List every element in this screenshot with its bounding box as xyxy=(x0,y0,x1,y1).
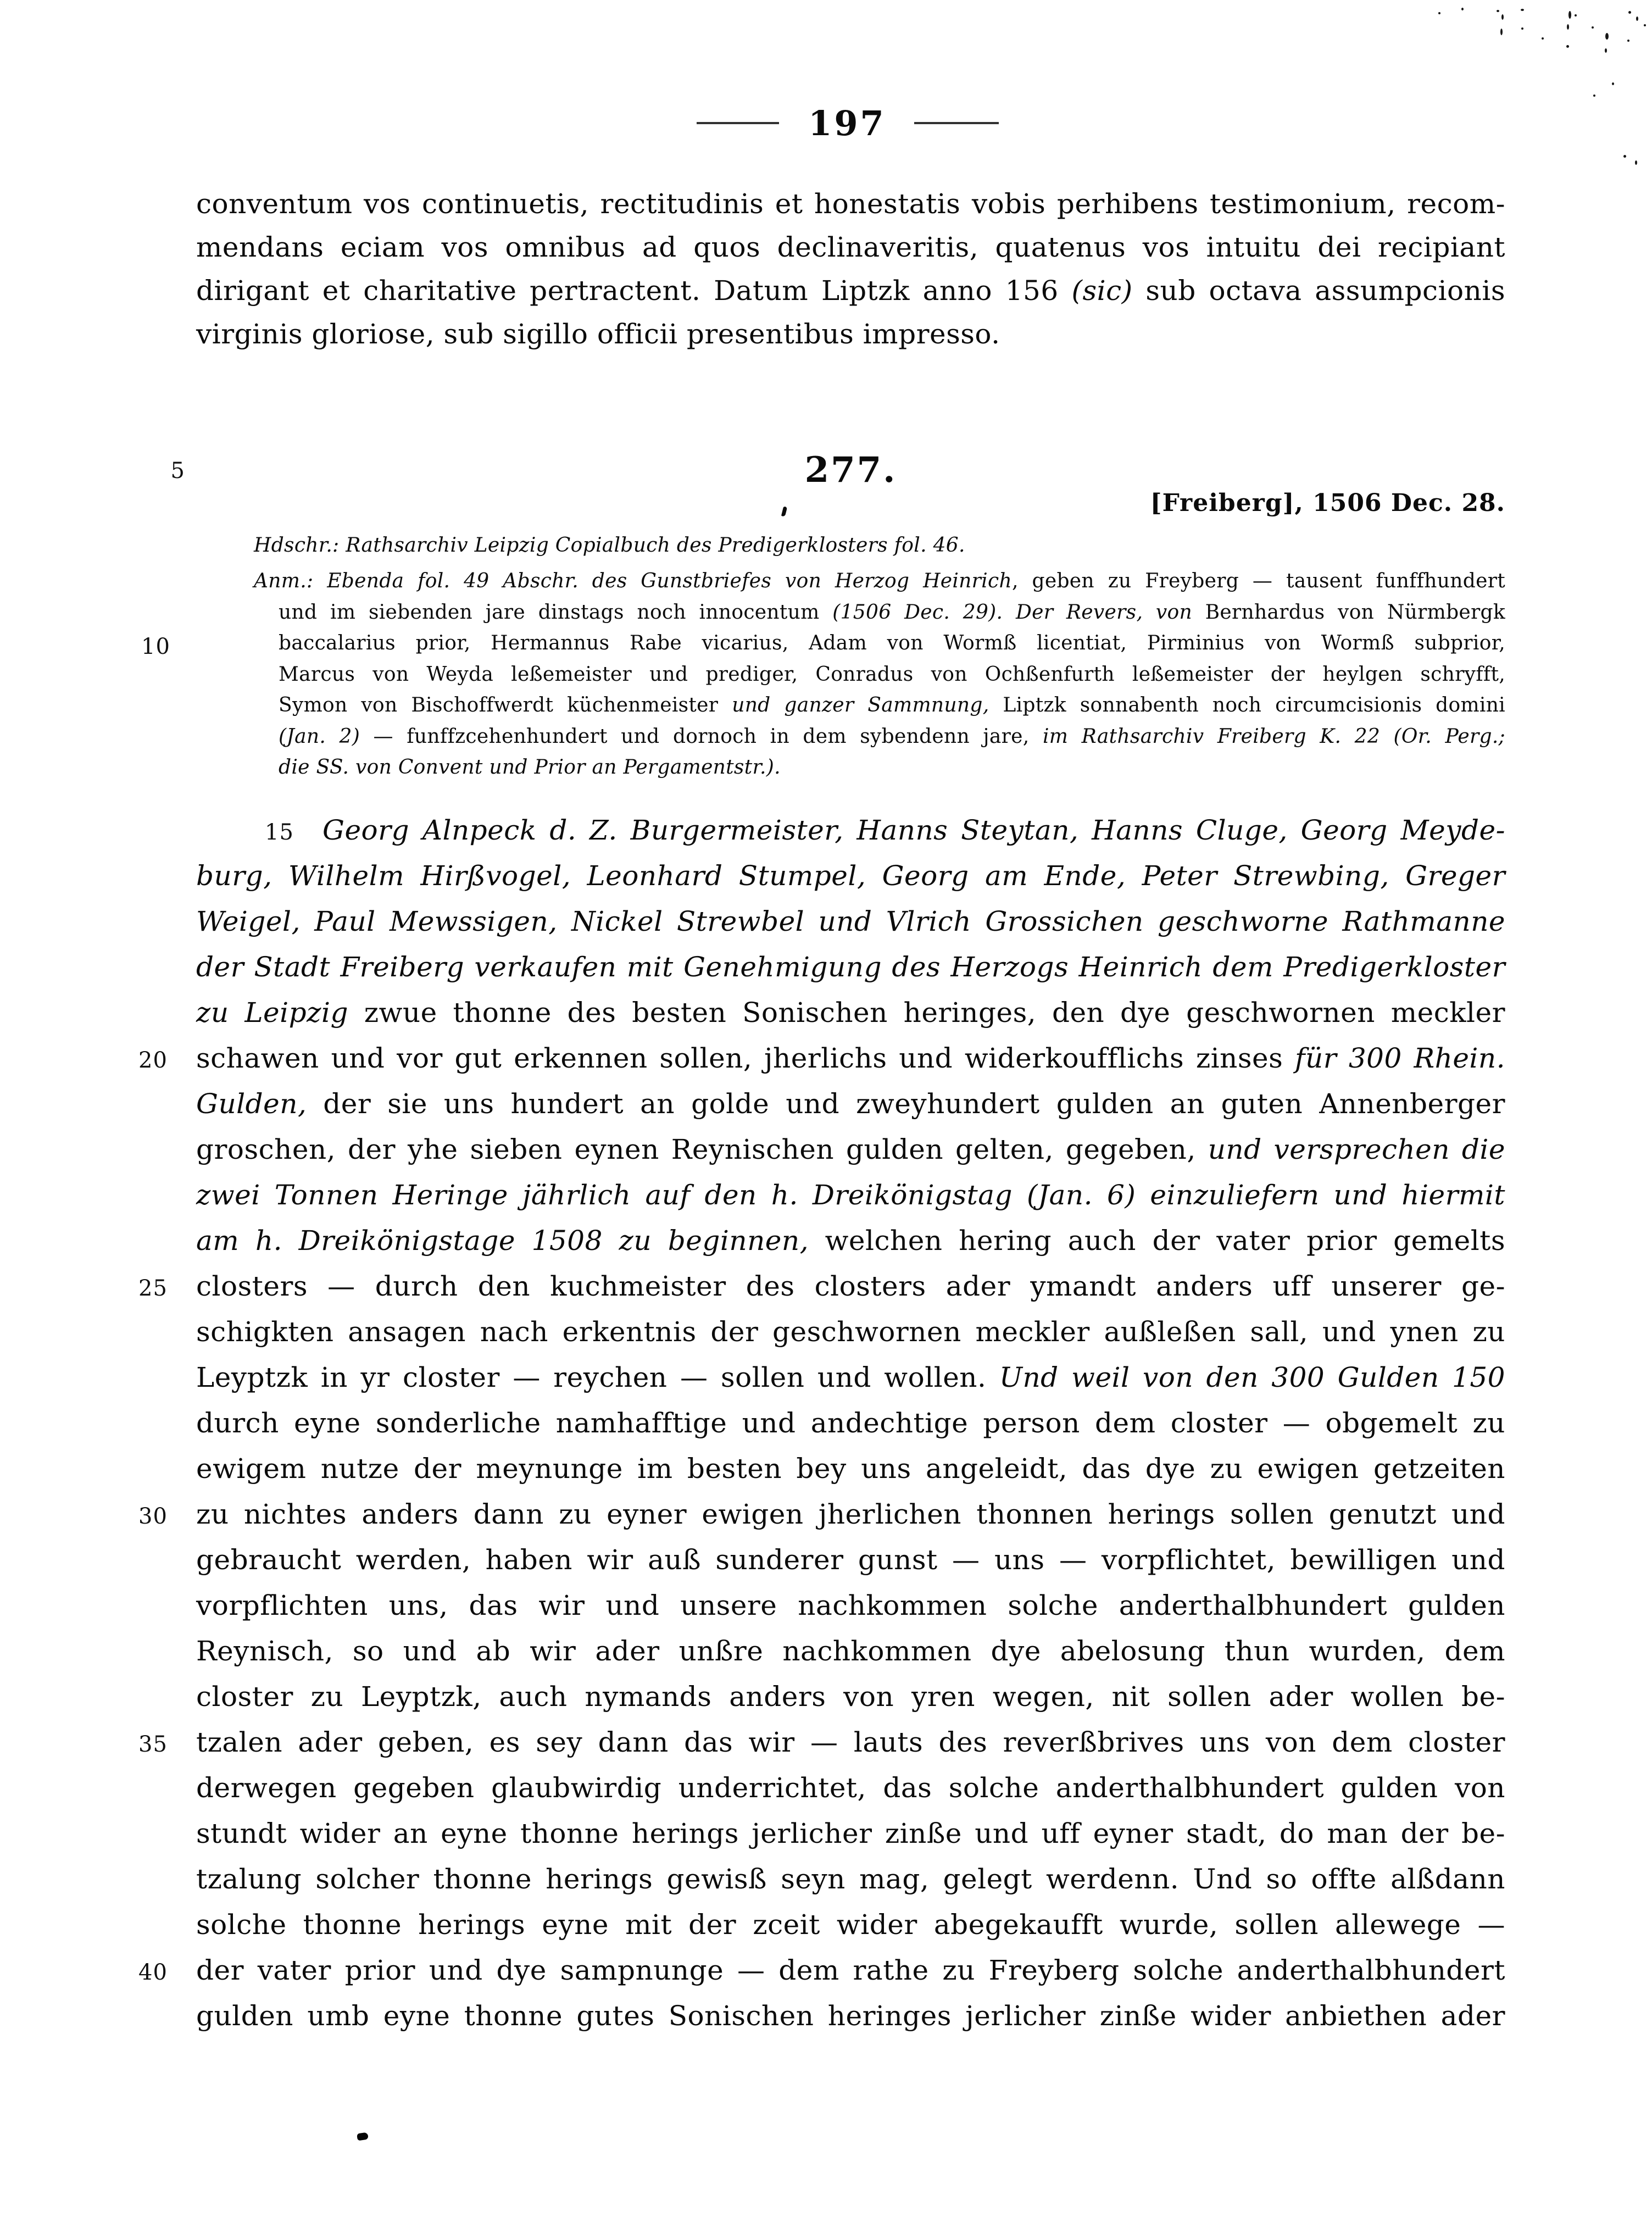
roman-text-segment: Bernhardus von Nürmbergk xyxy=(1205,601,1505,624)
roman-text-segment: virginis gloriose, sub sigillo officii presentibus impresso. xyxy=(196,318,1000,350)
margin-line-number: 30 xyxy=(138,1504,168,1529)
scan-artifact xyxy=(1644,24,1646,26)
scan-artifact xyxy=(1542,37,1544,40)
margin-line-number: 35 xyxy=(138,1732,168,1757)
roman-text-segment: closters — durch den kuchmeister des closters ader ymandt anders uff unserer ge- xyxy=(196,1270,1505,1302)
text-line xyxy=(196,1401,1505,1446)
italic-text-segment: die SS. von Convent und Prior an Pergamentstr.). xyxy=(279,756,781,779)
text-line xyxy=(196,899,1505,944)
text-line xyxy=(196,1765,1505,1811)
roman-text-segment: Marcus von Weyda leßemeister und prediger, Conradus von Ochßenfurth leßemeister der heylgen schryfft, xyxy=(279,663,1505,686)
roman-text-segment: groschen, der yhe sieben eynen Reynischen gulden gelten, gegeben, xyxy=(196,1133,1208,1165)
scan-artifact xyxy=(1612,82,1614,85)
text-line xyxy=(254,530,1505,562)
scan-artifact xyxy=(1521,27,1523,30)
margin-line-number: 20 xyxy=(138,1048,168,1073)
text-line xyxy=(196,1081,1505,1127)
scan-artifact xyxy=(1497,10,1499,12)
text-line xyxy=(196,1629,1505,1674)
text-line xyxy=(196,1127,1505,1172)
italic-text-segment: der Stadt Freiberg verkaufen mit Genehmigung des Herzogs Heinrich dem Predigerkloster xyxy=(196,951,1505,983)
italic-text-segment: zwei Tonnen Heringe jährlich auf den h. Dreikönigstag (Jan. 6) einzuliefern und hiermit xyxy=(196,1179,1505,1211)
italic-text-segment: am h. Dreikönigstage 1508 zu beginnen, xyxy=(196,1225,809,1257)
entry-dateline: [Freiberg], 1506 Dec. 28. xyxy=(1150,489,1505,517)
roman-text-segment: und im siebenden jare dinstags noch innocentum xyxy=(279,601,833,624)
previous-entry-text xyxy=(196,182,1505,356)
scan-artifact xyxy=(1628,11,1631,14)
scan-artifact xyxy=(1500,29,1503,35)
italic-text-segment: Anm.: Ebenda fol. 49 Abschr. des Gunstbriefes von Herzog Heinrich xyxy=(254,570,1012,592)
roman-text-segment: zu nichtes anders dann zu eyner ewigen jherlichen thonnen herings sollen genutzt und xyxy=(196,1498,1505,1530)
roman-text-segment: der sie uns hundert an golde und zweyhundert gulden an guten Annenberger xyxy=(307,1088,1505,1120)
scan-artifact xyxy=(1627,40,1629,42)
italic-text-segment: für 300 Rhein. xyxy=(1295,1042,1505,1074)
roman-text-segment: ewigem nutze der meynunge im besten bey uns angeleidt, das dye zu ewigen getzeiten xyxy=(196,1453,1505,1485)
header-rule-left xyxy=(697,122,779,124)
roman-text-segment: stundt wider an eyne thonne herings jerlicher zinße und uff eyner stadt, do man der be- xyxy=(196,1818,1505,1849)
roman-text-segment: welchen hering auch der vater prior gemelts xyxy=(808,1225,1506,1257)
entry-heading-row xyxy=(170,449,1505,491)
scan-artifact xyxy=(1568,11,1571,19)
text-line xyxy=(196,1674,1505,1720)
roman-text-segment: der vater prior und dye sampnunge — dem rathe zu Freyberg solche anderthalbhundert xyxy=(196,1954,1505,1986)
scan-artifact xyxy=(357,2132,369,2141)
roman-text-segment: zwue thonne des besten Sonischen heringes, den dye geschwornen meckler xyxy=(348,997,1505,1029)
scan-artifact xyxy=(1501,14,1504,20)
roman-text-segment: schigkten ansagen nach erkentnis der geschwornen meckler außleßen sall, und ynen zu xyxy=(196,1316,1505,1348)
roman-text-segment: vorpflichten uns, das wir und unsere nachkommen solche anderthalbhundert gulden xyxy=(196,1590,1505,1621)
roman-text-segment: dirigant et charitative pertractent. Datum Liptzk anno 156 xyxy=(196,275,1072,307)
text-line xyxy=(196,1857,1505,1902)
text-line xyxy=(196,1583,1505,1629)
text-line xyxy=(196,182,1505,226)
roman-text-segment: conventum vos continuetis, rectitudinis et honestatis vobis perhibens testimonium, recom- xyxy=(196,188,1505,220)
italic-text-segment: im Rathsarchiv Freiberg K. 22 (Or. Perg.; xyxy=(1042,725,1505,748)
scan-artifact xyxy=(1575,14,1577,16)
text-line xyxy=(141,628,1505,659)
text-line xyxy=(196,944,1505,990)
text-line xyxy=(196,1309,1505,1355)
italic-text-segment: zu Leipzig xyxy=(196,997,348,1029)
page-number: 197 xyxy=(808,103,886,143)
roman-text-segment: , geben zu Freyberg — tausent funffhundert xyxy=(1011,570,1505,592)
roman-text-segment: mendans eciam vos omnibus ad quos declinaveritis, quatenus vos intuitu dei recipiant xyxy=(196,231,1505,263)
roman-text-segment: sub octava assumpcionis xyxy=(1132,275,1506,307)
margin-line-number: 10 xyxy=(141,634,170,659)
margin-line-number: 25 xyxy=(138,1276,168,1301)
text-line xyxy=(196,1355,1505,1401)
scan-artifact xyxy=(1635,160,1637,165)
scan-artifact xyxy=(1438,12,1440,14)
roman-text-segment: tzalung solcher thonne herings gewisß seyn mag, gelegt werdenn. Und so offte alßdann xyxy=(196,1863,1505,1895)
roman-text-segment: gebraucht werden, haben wir auß sunderer gunst — uns — vorpflichtet, bewilligen und xyxy=(196,1544,1505,1576)
scan-artifact xyxy=(1605,48,1607,53)
text-line xyxy=(196,226,1505,269)
italic-text-segment: (1506 Dec. 29). Der Revers, von xyxy=(832,601,1205,624)
roman-text-segment: gulden umb eyne thonne gutes Sonischen heringes jerlicher zinße wider anbiethen ader xyxy=(196,2000,1505,2032)
text-line xyxy=(196,269,1505,313)
scan-artifact xyxy=(1592,26,1594,29)
text-line xyxy=(196,1902,1505,1948)
roman-text-segment: Leyptzk in yr closter — reychen — sollen und wollen. xyxy=(196,1361,999,1393)
italic-text-segment: (Jan. 2) xyxy=(279,725,360,748)
margin-line-number: 15 xyxy=(265,820,294,845)
scan-artifact xyxy=(1636,16,1638,21)
italic-text-segment: (sic) xyxy=(1071,275,1133,307)
text-line xyxy=(196,1218,1505,1264)
scan-artifact xyxy=(1567,24,1569,30)
margin-line-number: 5 xyxy=(170,458,185,484)
roman-text-segment: derwegen gegeben glaubwirdig underrichtet, das solche anderthalbhundert gulden von xyxy=(196,1772,1505,1804)
roman-text-segment: baccalarius prior, Hermannus Rabe vicarius, Adam von Wormß licentiat, Pirminius von Wormß subprior, xyxy=(279,632,1505,654)
roman-text-segment: tzalen ader geben, es sey dann das wir — lauts des reverßbrives uns von dem closter xyxy=(196,1726,1505,1758)
text-line xyxy=(196,990,1505,1036)
roman-text-segment: schawen und vor gut erkennen sollen, jherlichs und widerkoufflichs zinses xyxy=(196,1042,1295,1074)
text-line xyxy=(254,566,1505,597)
roman-text-segment: durch eyne sonderliche namhafftige und andechtige person dem closter — obgemelt zu xyxy=(196,1407,1505,1439)
roman-text-segment: Liptzk sonnabenth noch circumcisionis domini xyxy=(989,694,1505,716)
text-line xyxy=(196,1172,1505,1218)
roman-text-segment: Symon von Bischoffwerdt küchenmeister xyxy=(279,694,732,716)
italic-text-segment: und ganzer Sammnung, xyxy=(732,694,989,716)
entry-number: 277. xyxy=(804,449,897,491)
text-line xyxy=(279,659,1505,691)
text-line xyxy=(196,853,1505,899)
scan-artifact xyxy=(1566,45,1569,48)
text-line xyxy=(196,808,1505,853)
source-note xyxy=(254,530,1505,562)
text-line xyxy=(138,1036,1505,1081)
text-line xyxy=(196,1537,1505,1583)
header-rule-right xyxy=(914,122,999,124)
scan-artifact xyxy=(1521,9,1524,11)
scan-artifact xyxy=(1593,95,1595,97)
roman-text-segment: Reynisch, so und ab wir ader unßre nachkommen dye abelosung thun wurden, dem xyxy=(196,1635,1505,1667)
scan-artifact xyxy=(1605,33,1609,40)
roman-text-segment: closter zu Leyptzk, auch nymands anders von yren wegen, nit sollen ader wollen be- xyxy=(196,1681,1505,1713)
annotation-note xyxy=(141,566,1505,783)
text-line xyxy=(279,752,1505,783)
italic-text-segment: Hdschr.: Rathsarchiv Leipzig Copialbuch des Predigerklosters fol. 46. xyxy=(254,534,965,557)
margin-line-number: 40 xyxy=(138,1960,168,1985)
scan-artifact xyxy=(1461,8,1464,10)
text-line xyxy=(279,721,1505,753)
text-line xyxy=(138,1264,1505,1309)
italic-text-segment: Und weil von den 300 Gulden 150 xyxy=(999,1361,1505,1393)
text-line xyxy=(196,313,1505,356)
italic-text-segment: Gulden, xyxy=(196,1088,307,1120)
scan-artifact xyxy=(1623,155,1626,158)
text-line xyxy=(138,1492,1505,1537)
italic-text-segment: Georg Alnpeck d. Z. Burgermeister, Hanns Steytan, Hanns Cluge, Georg Meyde- xyxy=(322,814,1505,846)
italic-text-segment: burg, Wilhelm Hirßvogel, Leonhard Stumpel, Georg am Ende, Peter Strewbing, Greger xyxy=(196,860,1505,892)
text-line xyxy=(196,1446,1505,1492)
text-line xyxy=(138,1720,1505,1765)
roman-text-segment: solche thonne herings eyne mit der zceit wider abegekaufft wurde, sollen allewege — xyxy=(196,1909,1505,1941)
italic-text-segment: Weigel, Paul Mewssigen, Nickel Strewbel und Vlrich Grossichen geschworne Rathmanne xyxy=(196,905,1505,937)
entry-body-text xyxy=(138,808,1506,2039)
text-line xyxy=(138,1948,1505,1993)
text-line xyxy=(196,1811,1505,1857)
text-line xyxy=(196,1993,1505,2039)
text-line xyxy=(279,597,1505,629)
italic-text-segment: und versprechen die xyxy=(1208,1133,1505,1165)
text-line xyxy=(279,690,1505,721)
roman-text-segment: — funffzcehenhundert und dornoch in dem sybendenn jare, xyxy=(360,725,1043,748)
